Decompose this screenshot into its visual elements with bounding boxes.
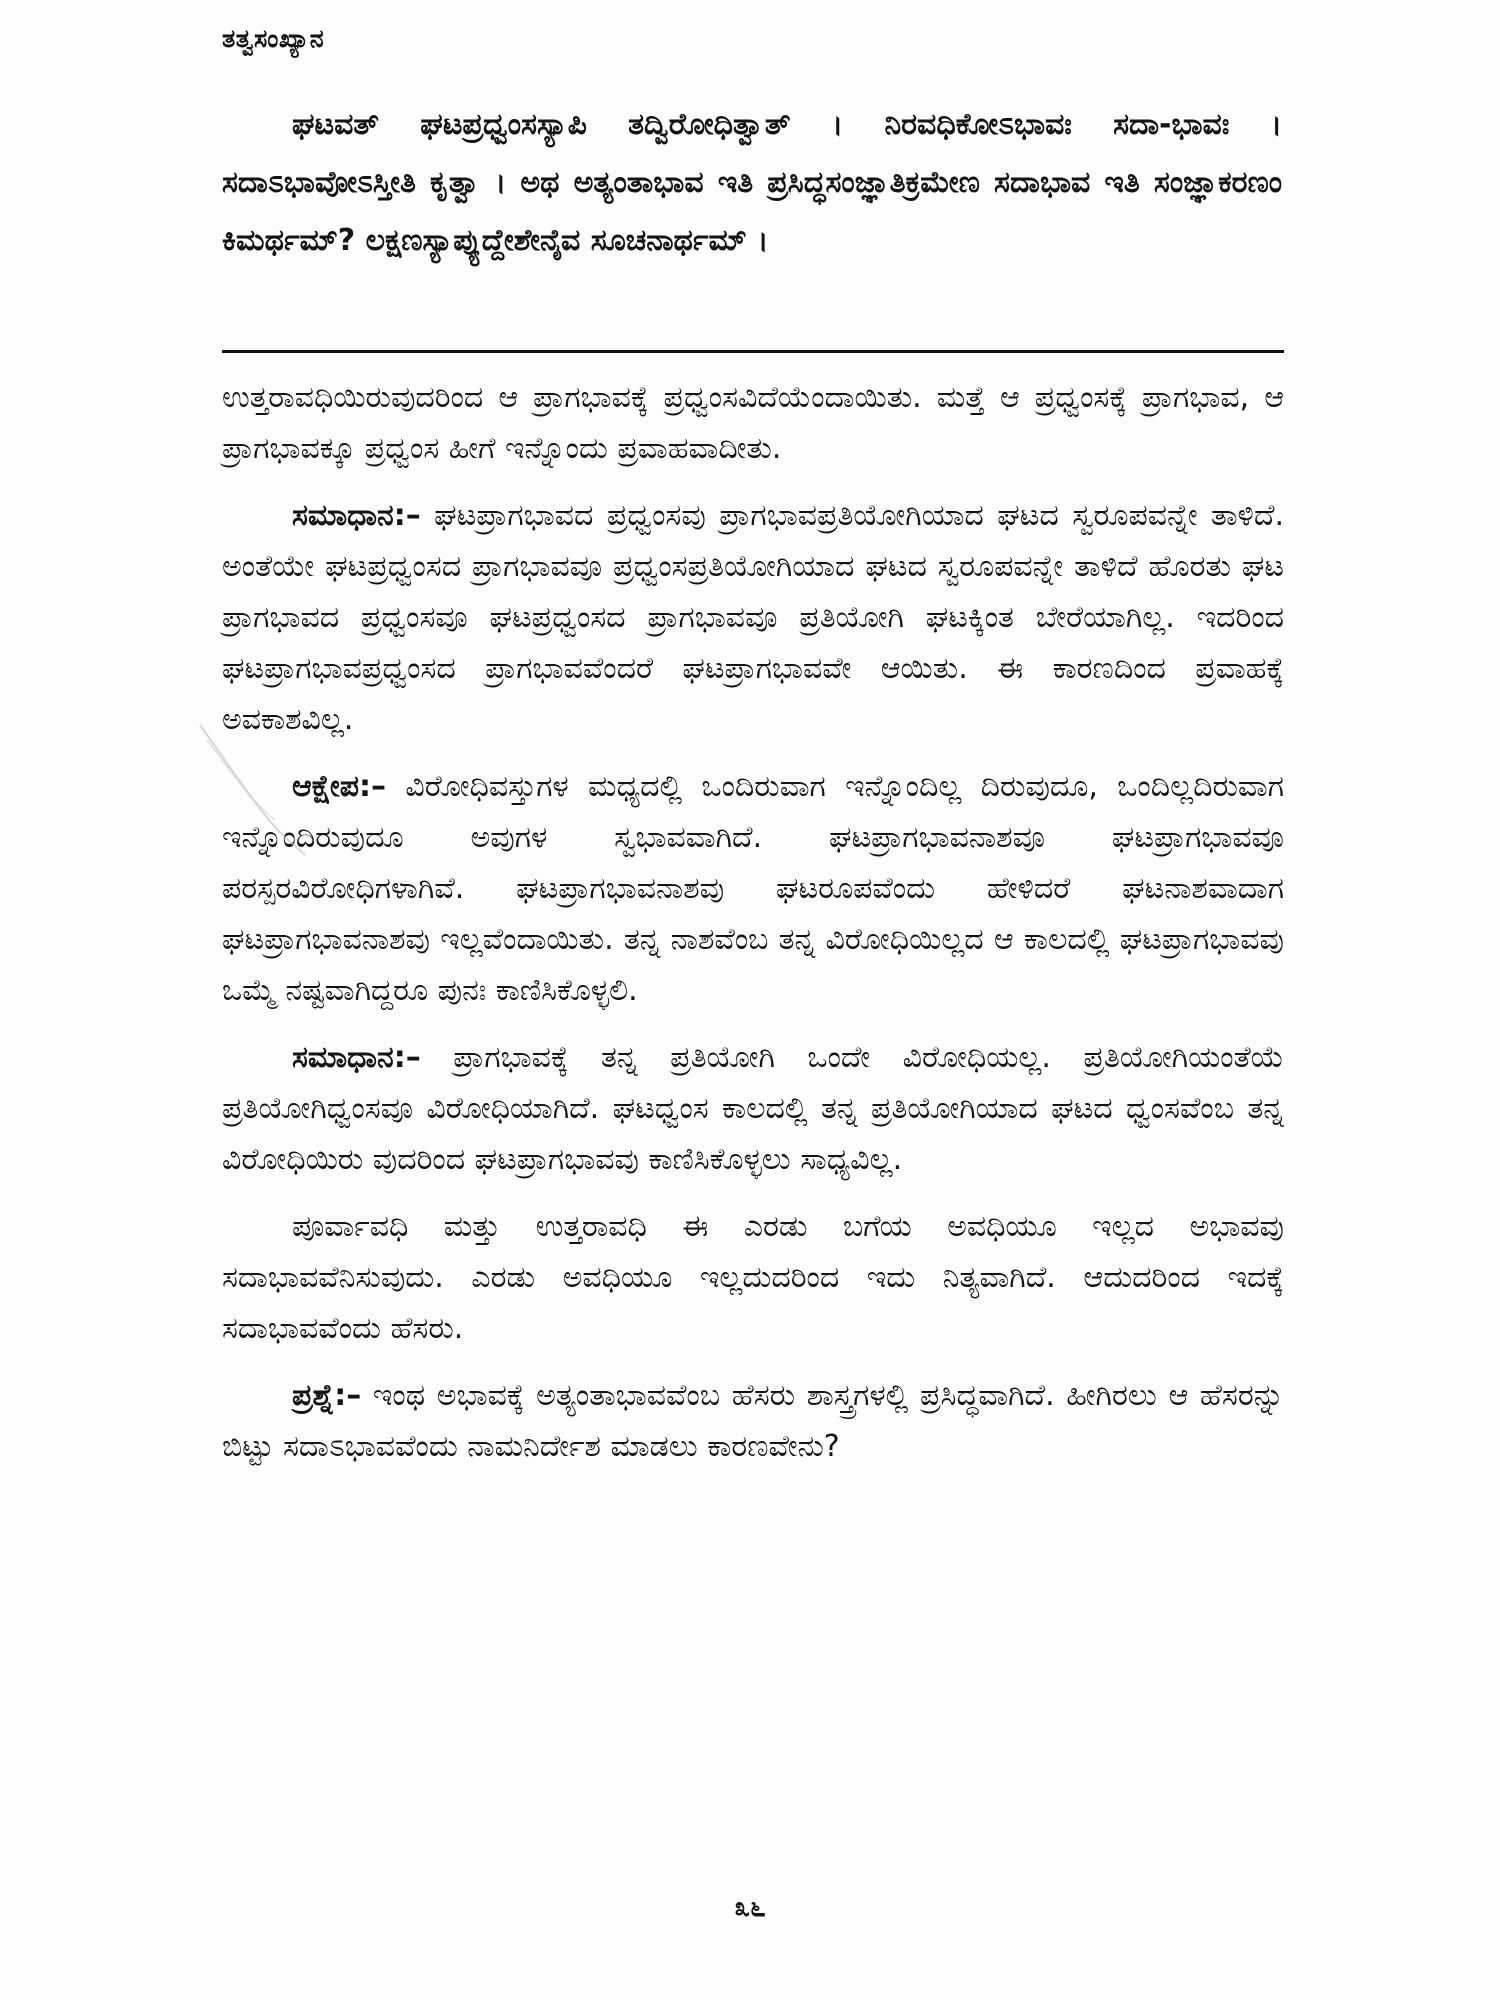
sanskrit-paragraph: ಘಟವತ್ ಘಟಪ್ರಧ್ವಂಸಸ್ಯಾಪಿ ತದ್ವಿರೋಧಿತ್ವಾತ್ । ನಿರವಧಿಕೋಽಭಾವಃ ಸದಾ-ಭಾವಃ । ಸದಾಽಭಾವೋಽಸ್ತೀತಿ ಕೃತ್ವಾ । ಅಥ ಅತ್ಯಂತಾಭಾವ ಇತಿ ಪ್ರಸಿದ್ಧಸಂಜ್ಞಾತಿಕ್ರಮೇಣ ಸದಾಭಾವ ಇತಿ ಸಂಜ್ಞಾಕರಣಂ ಕಿಮರ್ಥಮ್? ಲಕ್ಷಣಸ್ಯಾಪ್ಯುದ್ದೇಶೇನೈವ ಸೂಚನಾರ್ಥಮ್ । xyxy=(222,107,1282,258)
prashne-text: ಇಂಥ ಅಭಾವಕ್ಕೆ ಅತ್ಯಂತಾಭಾವವೆಂಬ ಹೆಸರು ಶಾಸ್ತ್ರಗಳಲ್ಲಿ ಪ್ರಸಿದ್ಧವಾಗಿದೆ. ಹೀಗಿರಲು ಆ ಹೆಸರನ್ನು ಬಿಟ್ಟು ಸದಾಽಭಾವವೆಂದು ನಾಮನಿರ್ದೇಶ ಮಾಡಲು ಕಾರಣವೇನು? xyxy=(222,1378,1284,1464)
samadhana-text-2: ಪ್ರಾಗಭಾವಕ್ಕೆ ತನ್ನ ಪ್ರತಿಯೋಗಿ ಒಂದೇ ವಿರೋಧಿಯಲ್ಲ. ಪ್ರತಿಯೋಗಿಯಂತೆಯೆ ಪ್ರತಿಯೋಗಿಧ್ವಂಸವೂ ವಿರೋಧಿಯಾಗಿದೆ. ಘಟಧ್ವಂಸ ಕಾಲದಲ್ಲಿ ತನ್ನ ಪ್ರತಿಯೋಗಿಯಾದ ಘಟದ ಧ್ವಂಸವೆಂಬ ತನ್ನ ವಿರೋಧಿಯಿರು ವುದರಿಂದ ಘಟಪ್ರಾಗಭಾವವು ಕಾಣಿಸಿಕೊಳ್ಳಲು ಸಾಧ್ಯವಿಲ್ಲ. xyxy=(222,1040,1284,1177)
commentary-paragraph-2 xyxy=(222,490,1284,745)
samadhana-text: ಘಟಪ್ರಾಗಭಾವದ ಪ್ರಧ್ವಂಸವು ಪ್ರಾಗಭಾವಪ್ರತಿಯೋಗಿಯಾದ ಘಟದ ಸ್ವರೂಪವನ್ನೇ ತಾಳಿದೆ. ಅಂತೆಯೇ ಘಟಪ್ರಧ್ವಂಸದ ಪ್ರಾಗಭಾವವೂ ಪ್ರಧ್ವಂಸಪ್ರತಿಯೋಗಿಯಾದ ಘಟದ ಸ್ವರೂಪವನ್ನೇ ತಾಳಿದೆ ಹೊರತು ಘಟ ಪ್ರಾಗಭಾವದ ಪ್ರಧ್ವಂಸವೂ ಘಟಪ್ರಧ್ವಂಸದ ಪ್ರಾಗಭಾವವೂ ಪ್ರತಿಯೋಗಿ ಘಟಕ್ಕಿಂತ ಬೇರೆಯಾಗಿಲ್ಲ. ಇದರಿಂದ ಘಟಪ್ರಾಗಭಾವಪ್ರಧ್ವಂಸದ ಪ್ರಾಗಭಾವವೆಂದರೆ ಘಟಪ್ರಾಗಭಾವವೇ ಆಯಿತು. ಈ ಕಾರಣದಿಂದ ಪ್ರವಾಹಕ್ಕೆ ಅವಕಾಶವಿಲ್ಲ. xyxy=(222,498,1284,737)
prashne-label: ಪ್ರಶ್ನೆ:– xyxy=(292,1378,362,1413)
samadhana-label-2: ಸಮಾಧಾನ:– xyxy=(292,1040,421,1075)
running-title: ತತ್ವಸಂಖ್ಯಾನ xyxy=(222,24,325,53)
kannada-commentary xyxy=(222,372,1284,1488)
commentary-paragraph-5: ಪೂರ್ವಾವಧಿ ಮತ್ತು ಉತ್ತರಾವಧಿ ಈ ಎರಡು ಬಗೆಯ ಅವಧಿಯೂ ಇಲ್ಲದ ಅಭಾವವು ಸದಾಭಾವವೆನಿಸುವುದು. ಎರಡು ಅವಧಿಯೂ ಇಲ್ಲದುದರಿಂದ ಇದು ನಿತ್ಯವಾಗಿದೆ. ಆದುದರಿಂದ ಇದಕ್ಕೆ ಸದಾಭಾವವೆಂದು ಹೆಸರು. xyxy=(222,1209,1284,1346)
commentary-paragraph-6 xyxy=(222,1370,1284,1472)
akshepa-label: ಆಕ್ಷೇಪ:– xyxy=(292,769,387,804)
samadhana-label: ಸಮಾಧಾನ:– xyxy=(292,498,421,533)
divider-rule xyxy=(222,350,1284,353)
pencil-scratch-mark xyxy=(195,720,315,860)
commentary-paragraph-1: ಉತ್ತರಾವಧಿಯಿರುವುದರಿಂದ ಆ ಪ್ರಾಗಭಾವಕ್ಕೆ ಪ್ರಧ್ವಂಸವಿದೆಯೆಂದಾಯಿತು. ಮತ್ತೆ ಆ ಪ್ರಧ್ವಂಸಕ್ಕೆ ಪ್ರಾಗಭಾವ, ಆ ಪ್ರಾಗಭಾವಕ್ಕೂ ಪ್ರಧ್ವಂಸ ಹೀಗೆ ಇನ್ನೊಂದು ಪ್ರವಾಹವಾದೀತು. xyxy=(222,380,1284,466)
akshepa-text: ವಿರೋಧಿವಸ್ತುಗಳ ಮಧ್ಯದಲ್ಲಿ ಒಂದಿರುವಾಗ ಇನ್ನೊಂದಿಲ್ಲ ದಿರುವುದೂ, ಒಂದಿಲ್ಲದಿರುವಾಗ ಇನ್ನೊಂದಿರುವುದೂ ಅವುಗಳ ಸ್ವಭಾವವಾಗಿದೆ. ಘಟಪ್ರಾಗಭಾವನಾಶವೂ ಘಟಪ್ರಾಗಭಾವವೂ ಪರಸ್ಪರವಿರೋಧಿಗಳಾಗಿವೆ. ಘಟಪ್ರಾಗಭಾವನಾಶವು ಘಟರೂಪವೆಂದು ಹೇಳಿದರೆ ಘಟನಾಶವಾದಾಗ ಘಟಪ್ರಾಗಭಾವನಾಶವು ಇಲ್ಲವೆಂದಾಯಿತು. ತನ್ನ ನಾಶವೆಂಬ ತನ್ನ ವಿರೋಧಿಯಿಲ್ಲದ ಆ ಕಾಲದಲ್ಲಿ ಘಟಪ್ರಾಗಭಾವವು ಒಮ್ಮೆ ನಷ್ಟವಾಗಿದ್ದರೂ ಪುನಃ ಕಾಣಿಸಿಕೊಳ್ಳಲಿ. xyxy=(222,769,1284,1008)
page-number: ೩೬ xyxy=(734,1890,766,1923)
sanskrit-mula-text xyxy=(222,96,1282,270)
commentary-paragraph-3 xyxy=(222,761,1284,1016)
commentary-paragraph-4 xyxy=(222,1032,1284,1185)
